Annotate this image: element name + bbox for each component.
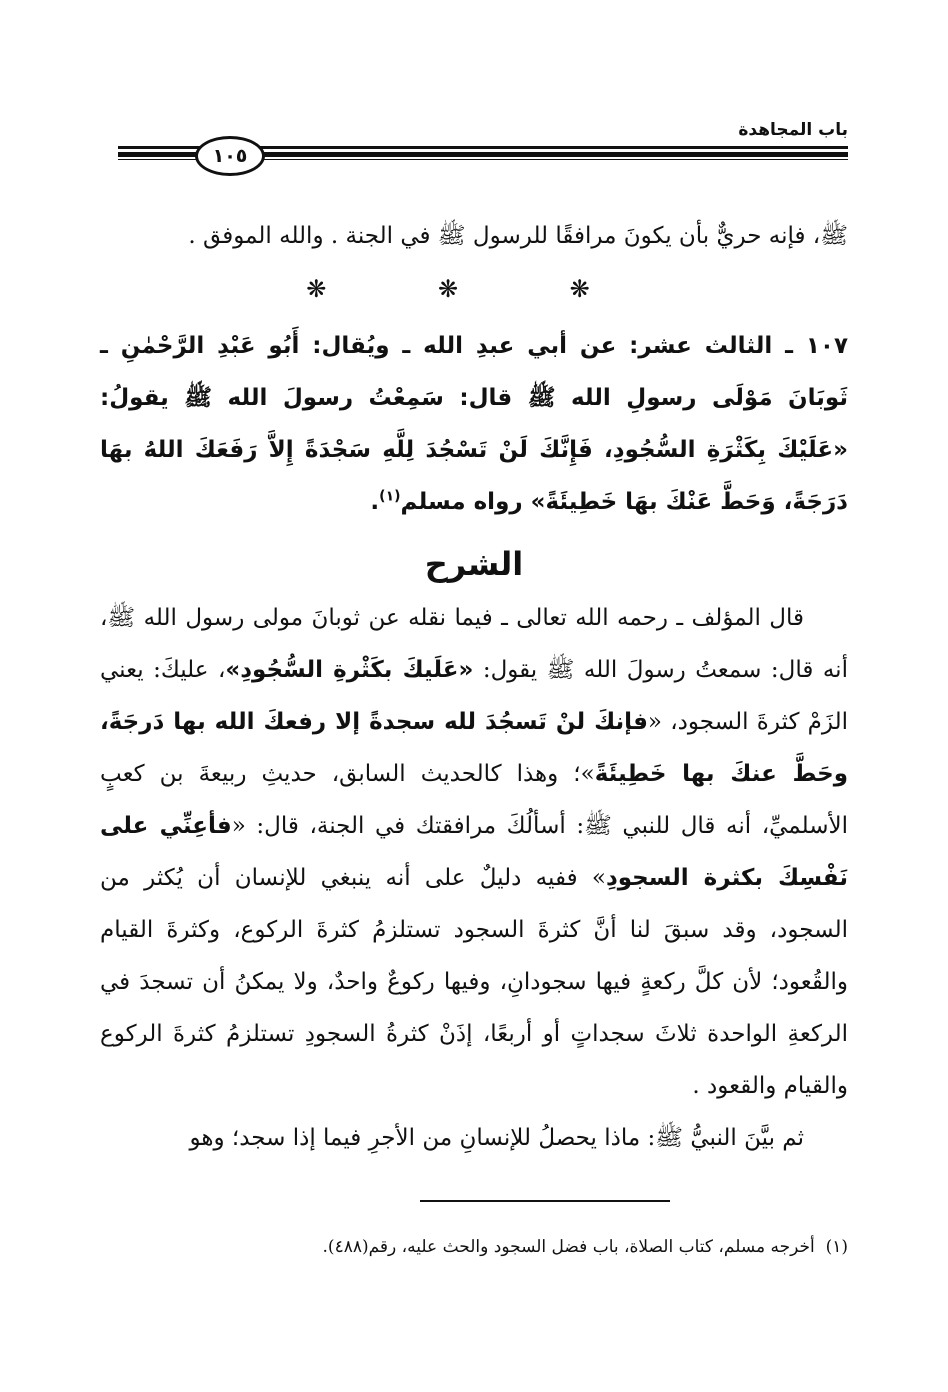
footnote-rule [420, 1200, 670, 1202]
footnote [100, 1232, 848, 1262]
commentary-text: ، عليكَ: يعني الزَمْ كثرةَ السجود، « [100, 657, 848, 735]
commentary-paragraph: ثم بيَّنَ النبيُّ ﷺ: ماذا يحصلُ للإنسانِ من الأجرِ فيما إذا سجد؛ وهو [189, 1125, 804, 1151]
quoted-hadith: «عَلَيكَ بكَثْرةِ السُّجُودِ» [225, 657, 474, 683]
hadith-end: . [370, 489, 380, 515]
quoted-hadith: فأعِنِّي على نَفْسِكَ بكثرة السجودِ [100, 813, 848, 891]
commentary-text: »؛ وهذا كالحديث السابق، حديثِ ربيعةَ بن كعبٍ الأسلميِّ، أنه قال للنبي ﷺ: أسألُكَ مرافقتك في الجنة، قال: « [100, 761, 848, 839]
continuation-text: ﷺ، فإنه حريٌّ بأن يكونَ مرافقًا للرسول ﷺ في الجنة . والله الموفق . [188, 223, 848, 249]
footnote-marker: (١) [379, 488, 401, 505]
hadith-body: ١٠٧ ـ الثالث عشر: عن أبي عبدِ الله ـ ويُقال: أَبُو عَبْدِ الرَّحْمٰنِ ـ ثَوبَانَ مَوْلَى رسولِ الله ﷺ قال: سَمِعْتُ رسولَ الله ﷺ يقولُ: «عَلَيْكَ بِكَثْرَةِ السُّجُودِ، فَإِنَّكَ لَنْ تَسْجُدَ لِلَّهِ سَجْدَةً إِلاَّ رَفَعَكَ اللهُ بهَا دَرَجَةً، وَحَطَّ عَنْكَ بهَا خَطِيئَةً» رواه مسلم [100, 333, 848, 515]
footnote-text: أخرجه مسلم، كتاب الصلاة، باب فضل السجود والحث عليه، رقم(٤٨٨). [322, 1237, 815, 1257]
commentary-text: قال المؤلف ـ رحمه الله تعالى ـ فيما نقله عن ثوبانَ مولى رسول الله ﷺ، أنه قال: سمعتُ رسولَ الله ﷺ يقول: [100, 605, 848, 683]
section-separator: ❋ ❋ ❋ [306, 275, 642, 303]
section-title: الشرح [424, 545, 524, 583]
commentary-paragraph [100, 592, 848, 1112]
footnote-marker: (١) [825, 1237, 848, 1257]
commentary-text: » ففيه دليلٌ على أنه ينبغي للإنسان أن يُكثر من السجود، وقد سبقَ لنا أنَّ كثرةَ السجود تستلزمُ كثرةَ الركوع، وكثرةَ القيام والقُعود؛ لأن كلَّ ركعةٍ فيها سجودانِ، وفيها ركوعٌ واحدٌ، ولا يمكنُ أن تسجدَ في الركعةِ الواحدة ثلاثَ سجداتٍ أو أربعًا، إذَنْ كثرةُ السجودِ تستلزمُ كثرةَ الركوع والقيام والقعود . [100, 865, 848, 1099]
page-header [100, 118, 848, 168]
hadith-text [100, 320, 848, 528]
page-number: ١٠٥ [195, 136, 265, 176]
chapter-title: باب المجاهدة [738, 120, 848, 140]
page-content [100, 210, 848, 1164]
quoted-hadith: فإنكَ لنْ تَسجُدَ لله سجدةً إلا رفعكَ الله بها دَرجَةً، وحَطَّ عنكَ بها خَطِيئَةً [100, 709, 848, 787]
